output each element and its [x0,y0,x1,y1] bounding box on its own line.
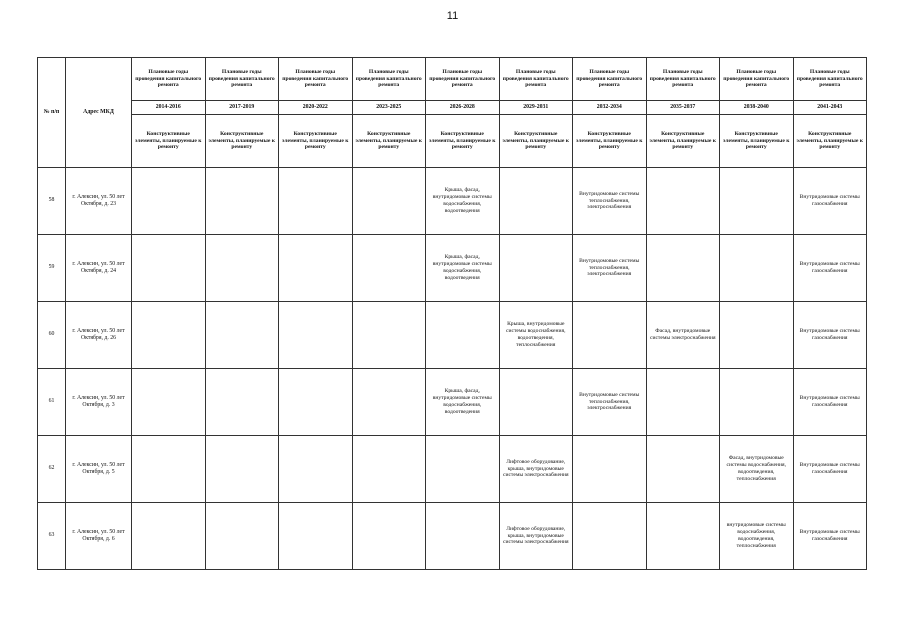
table-cell [352,369,426,436]
table-cell: Крыша, внутридомовые системы водоснабжения, водоотведения, теплоснабжения [499,302,573,369]
header-row-titles [38,58,867,101]
table-cell [279,369,353,436]
table-row [38,369,867,436]
table-cell [573,302,647,369]
table-cell: внутридомовые системы водоснабжения, водоотведения, теплоснабжения [720,503,794,570]
header-elements: Конструктивные элементы, планируемые к ремонту [132,115,206,168]
header-years: 2032-2034 [573,101,647,115]
table-cell: Лифтовое оборудование, крыша, внутридомовые системы электроснабжения [499,503,573,570]
table-cell [646,503,720,570]
table-cell [720,302,794,369]
row-address: г. Алексин, ул. 50 лет Октября, д. 3 [66,369,132,436]
header-period-title: Плановые годы проведения капитального ремонта [646,58,720,101]
header-elements: Конструктивные элементы, планируемые к ремонту [720,115,794,168]
table-cell: Внутридомовые системы газоснабжения [793,503,867,570]
header-num: № п/п [38,58,66,168]
header-row-elements [38,115,867,168]
table-row [38,168,867,235]
table-cell [499,235,573,302]
table-cell [205,168,279,235]
table-cell [132,436,206,503]
row-number: 60 [38,302,66,369]
header-years: 2038-2040 [720,101,794,115]
header-period-title: Плановые годы проведения капитального ремонта [499,58,573,101]
row-number: 62 [38,436,66,503]
table-cell [279,302,353,369]
header-period-title: Плановые годы проведения капитального ремонта [573,58,647,101]
table-cell [720,369,794,436]
table-cell: Фасад, внутридомовые системы водоснабжения, водоотведения, теплоснабжения [720,436,794,503]
table-cell: Внутридомовые системы газоснабжения [793,235,867,302]
table-cell: Лифтовое оборудование, крыша, внутридомовые системы электроснабжения [499,436,573,503]
header-elements: Конструктивные элементы, планируемые к ремонту [793,115,867,168]
table-cell [720,168,794,235]
header-period-title: Плановые годы проведения капитального ремонта [205,58,279,101]
table-cell [132,235,206,302]
table-cell [573,436,647,503]
header-years: 2029-2031 [499,101,573,115]
table-cell [499,168,573,235]
table-cell [352,168,426,235]
header-years: 2020-2022 [279,101,353,115]
table-cell [132,302,206,369]
row-address: г. Алексин, ул. 50 лет Октября, д. 6 [66,503,132,570]
header-period-title: Плановые годы проведения капитального ремонта [720,58,794,101]
table-cell [720,235,794,302]
table-row [38,503,867,570]
table-cell [573,503,647,570]
table-cell [132,503,206,570]
table-cell: Внутридомовые системы теплоснабжения, электроснабжения [573,168,647,235]
table-cell: Внутридомовые системы теплоснабжения, электроснабжения [573,235,647,302]
header-elements: Конструктивные элементы, планируемые к ремонту [573,115,647,168]
table-cell [205,302,279,369]
row-number: 61 [38,369,66,436]
header-years: 2014-2016 [132,101,206,115]
table-cell: Внутридомовые системы газоснабжения [793,369,867,436]
table-cell [132,168,206,235]
row-number: 58 [38,168,66,235]
table-cell: Внутридомовые системы газоснабжения [793,302,867,369]
capital-repair-table [37,57,867,570]
row-number: 59 [38,235,66,302]
table-cell [426,302,500,369]
table-cell [646,369,720,436]
table-cell: Внутридомовые системы газоснабжения [793,168,867,235]
table-cell [279,436,353,503]
table-cell: Внутридомовые системы газоснабжения [793,436,867,503]
table-cell [205,503,279,570]
table-cell [132,369,206,436]
table-cell [352,503,426,570]
table-cell: Крыша, фасад, внутридомовые системы водоснабжения, водоотведения [426,168,500,235]
table-cell [499,369,573,436]
table-cell [279,168,353,235]
header-elements: Конструктивные элементы, планируемые к ремонту [352,115,426,168]
table-cell [352,235,426,302]
header-elements: Конструктивные элементы, планируемые к ремонту [646,115,720,168]
table-cell [352,436,426,503]
table-cell [352,302,426,369]
header-address: Адрес МКД [66,58,132,168]
header-elements: Конструктивные элементы, планируемые к ремонту [499,115,573,168]
header-period-title: Плановые годы проведения капитального ремонта [132,58,206,101]
header-elements: Конструктивные элементы, планируемые к ремонту [426,115,500,168]
table-row [38,436,867,503]
header-years: 2035-2037 [646,101,720,115]
header-period-title: Плановые годы проведения капитального ремонта [426,58,500,101]
table-cell [646,235,720,302]
row-address: г. Алексин, ул. 50 лет Октября, д. 26 [66,302,132,369]
header-period-title: Плановые годы проведения капитального ремонта [279,58,353,101]
page-number: 11 [446,10,459,22]
row-address: г. Алексин, ул. 50 лет Октября, д. 5 [66,436,132,503]
table-row [38,302,867,369]
table-cell [426,436,500,503]
table-cell [205,235,279,302]
row-address: г. Алексин, ул. 50 лет Октября, д. 24 [66,235,132,302]
header-elements: Конструктивные элементы, планируемые к ремонту [279,115,353,168]
header-years: 2026-2028 [426,101,500,115]
table-cell [279,235,353,302]
table-cell: Внутридомовые системы теплоснабжения, электроснабжения [573,369,647,436]
table-cell [205,436,279,503]
table-cell [646,168,720,235]
table-cell [646,436,720,503]
header-years: 2041-2043 [793,101,867,115]
table-cell [426,503,500,570]
table-row [38,235,867,302]
header-years: 2023-2025 [352,101,426,115]
table-cell: Крыша, фасад, внутридомовые системы водоснабжения, водоотведения [426,369,500,436]
table-cell [279,503,353,570]
header-period-title: Плановые годы проведения капитального ремонта [793,58,867,101]
header-elements: Конструктивные элементы, планируемые к ремонту [205,115,279,168]
row-number: 63 [38,503,66,570]
header-period-title: Плановые годы проведения капитального ремонта [352,58,426,101]
table-cell: Фасад, внутридомовые системы электроснабжения [646,302,720,369]
table-cell [205,369,279,436]
row-address: г. Алексин, ул. 50 лет Октября, д. 23 [66,168,132,235]
header-years: 2017-2019 [205,101,279,115]
table-cell: Крыша, фасад, внутридомовые системы водоснабжения, водоотведения [426,235,500,302]
header-row-years [38,101,867,115]
